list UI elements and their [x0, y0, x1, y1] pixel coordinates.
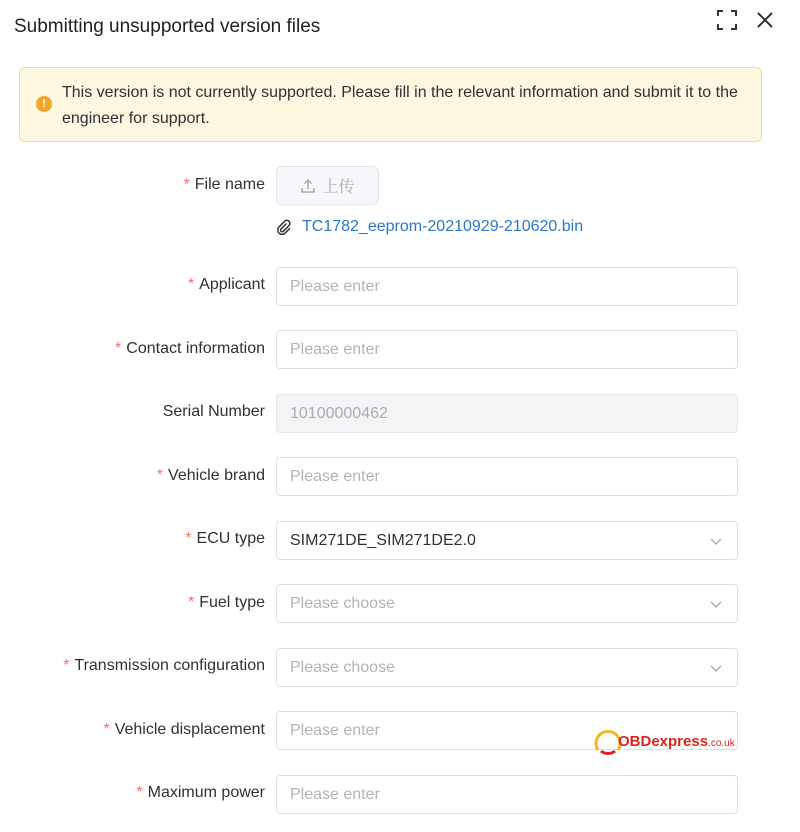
upload-label: 上传	[322, 179, 355, 196]
vehicle-brand-input[interactable]	[276, 457, 738, 496]
contact-label: * Contact information	[115, 340, 265, 357]
contact-placeholder: Please enter	[290, 340, 380, 358]
uploaded-file-link[interactable]	[276, 218, 583, 236]
required-mark: *	[115, 340, 122, 357]
applicant-placeholder: Please enter	[290, 277, 380, 295]
required-mark: *	[156, 467, 164, 484]
displacement-placeholder: Please enter	[290, 721, 380, 739]
fullscreen-button[interactable]	[714, 7, 740, 33]
close-icon	[756, 11, 774, 29]
close-button[interactable]	[752, 7, 778, 33]
required-mark: *	[63, 657, 70, 674]
required-mark: *	[103, 721, 110, 738]
fuel-type-placeholder: Please choose	[290, 594, 395, 612]
chevron-down-icon	[709, 661, 723, 675]
fuel-type-select[interactable]	[276, 584, 738, 623]
max-power-label: * Maximum power	[136, 784, 265, 801]
vehicle-brand-label: * Vehicle brand	[156, 467, 265, 484]
upload-icon	[300, 178, 316, 194]
watermark-text: OBDexpress.co.uk	[618, 733, 735, 750]
transmission-select[interactable]	[276, 648, 738, 687]
chevron-down-icon	[709, 597, 723, 611]
required-mark: *	[136, 784, 143, 801]
required-mark: *	[187, 276, 195, 293]
displacement-label: * Vehicle displacement	[103, 721, 265, 738]
required-mark: *	[183, 176, 190, 193]
serial-number-input	[276, 394, 738, 433]
dialog-title: Submitting unsupported version files	[14, 16, 321, 37]
required-mark: *	[187, 594, 195, 611]
chevron-down-icon	[709, 534, 723, 548]
uploaded-file-name: TC1782_eeprom-20210929-210620.bin	[302, 218, 584, 235]
required-mark: *	[185, 530, 192, 547]
paperclip-icon	[276, 219, 292, 235]
transmission-placeholder: Please choose	[290, 658, 395, 676]
max-power-input[interactable]	[276, 775, 738, 814]
transmission-label: * Transmission configuration	[63, 657, 265, 674]
ecu-type-select[interactable]	[276, 521, 738, 560]
fullscreen-icon	[716, 9, 738, 31]
applicant-label: * Applicant	[187, 276, 265, 293]
ecu-type-value: SIM271DE_SIM271DE2.0	[290, 531, 476, 549]
vehicle-brand-placeholder: Please enter	[290, 467, 380, 485]
fuel-type-label: * Fuel type	[187, 594, 265, 611]
max-power-placeholder: Please enter	[290, 785, 380, 803]
serial-number-label: Serial Number	[162, 403, 265, 420]
ecu-type-label: * ECU type	[185, 530, 265, 547]
contact-input[interactable]	[276, 330, 738, 369]
upload-button[interactable]	[276, 166, 379, 205]
applicant-input[interactable]	[276, 267, 738, 306]
warning-alert	[19, 67, 762, 142]
file-name-label: * File name	[183, 176, 265, 193]
watermark	[592, 722, 735, 760]
warning-icon: !	[36, 96, 52, 112]
alert-message: This version is not currently supported. Please fill in the relevant information and submit it to the engineer for support.	[62, 84, 738, 127]
serial-number-value: 10100000462	[290, 404, 388, 422]
